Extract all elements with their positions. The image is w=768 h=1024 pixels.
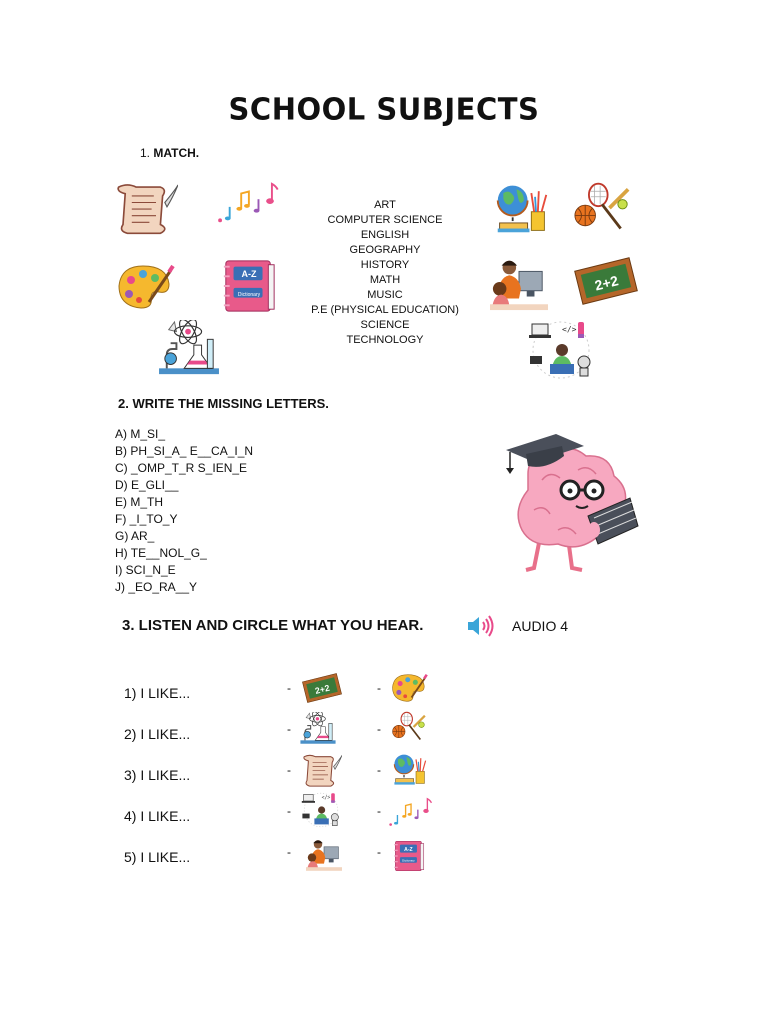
section-1-heading [140, 146, 199, 160]
listen-row-label: 5) I LIKE... [124, 849, 191, 865]
chalkboard-label: 2+2 [313, 682, 331, 696]
scroll-icon[interactable] [300, 752, 342, 788]
missing-item: E) M_TH [115, 495, 163, 509]
dictionary-sublabel: Dictionary [402, 858, 415, 863]
globe-icon [494, 180, 550, 236]
subject-word: MATH [369, 274, 401, 286]
subject-word: HISTORY [360, 259, 410, 271]
listen-row-label: 4) I LIKE... [124, 808, 191, 824]
option-dash: - [287, 681, 291, 695]
scroll-icon [112, 180, 178, 236]
listen-row-label: 1) I LIKE... [124, 685, 191, 701]
option-dash: - [377, 845, 381, 859]
missing-item: B) PH_SI_A_ E__CA_I_N [115, 444, 254, 458]
option-dash: - [287, 722, 291, 736]
missing-letters-list [115, 426, 253, 596]
subject-word: ENGLISH [360, 229, 410, 241]
chalkboard-label: 2+2 [593, 272, 620, 294]
section-3-heading: 3. LISTEN AND CIRCLE WHAT YOU HEAR. [122, 617, 424, 634]
music-notes-icon [210, 180, 282, 228]
dictionary-icon[interactable] [392, 838, 426, 874]
subject-word: GEOGRAPHY [349, 244, 421, 256]
subject-word: SCIENCE [360, 319, 410, 331]
subject-word: COMPUTER SCIENCE [327, 214, 443, 226]
sports-icon [574, 180, 630, 236]
subject-word: P.E (PHYSICAL EDUCATION) [311, 304, 459, 316]
option-dash: - [287, 845, 291, 859]
subject-word-list [290, 198, 480, 348]
option-dash: - [377, 722, 381, 736]
missing-item: F) _I_TO_Y [115, 512, 178, 526]
dictionary-label: A-Z [241, 269, 257, 279]
option-dash: - [287, 763, 291, 777]
science-lab-icon[interactable] [298, 712, 338, 746]
missing-item: I) SCI_N_E [115, 563, 176, 577]
missing-item: G) AR_ [115, 529, 155, 543]
speaker-icon[interactable] [466, 614, 496, 638]
section-1-number: 1. [140, 146, 151, 160]
palette-icon [114, 262, 176, 312]
option-dash: - [377, 763, 381, 777]
sports-icon[interactable] [392, 710, 426, 744]
missing-item: J) _EO_RA__Y [115, 580, 198, 594]
dictionary-icon [220, 256, 278, 316]
technology-icon [526, 320, 596, 380]
chalkboard-icon [574, 256, 638, 306]
section-2-heading: 2. WRITE THE MISSING LETTERS. [118, 396, 329, 411]
subject-word: ART [374, 199, 396, 211]
subject-word: TECHNOLOGY [346, 334, 424, 346]
option-dash: - [287, 804, 291, 818]
option-dash: - [377, 681, 381, 695]
listen-row-label: 3) I LIKE... [124, 767, 191, 783]
option-dash: - [377, 804, 381, 818]
missing-item: C) _OMP_T_R S_IEN_E [115, 461, 248, 475]
computer-student-icon[interactable] [306, 836, 342, 872]
missing-item: D) E_GLI__ [115, 478, 179, 492]
listen-row-label: 2) I LIKE... [124, 726, 191, 742]
dictionary-sublabel: Dictionary [237, 292, 261, 298]
missing-item: A) M_SI_ [115, 427, 166, 441]
music-notes-icon[interactable] [384, 796, 434, 830]
dictionary-label: A-Z [404, 846, 413, 853]
section-1-label: MATCH. [153, 146, 200, 160]
technology-icon[interactable] [300, 792, 342, 828]
science-lab-icon [154, 320, 224, 378]
subject-word: MUSIC [367, 289, 403, 301]
globe-icon[interactable] [392, 751, 428, 787]
chalkboard-icon[interactable] [302, 672, 342, 704]
computer-student-icon [490, 254, 548, 312]
palette-icon[interactable] [390, 672, 428, 704]
page-title: SCHOOL SUBJECTS [228, 91, 540, 127]
brain-graduate-icon [498, 430, 648, 574]
audio-label: AUDIO 4 [512, 618, 569, 634]
missing-item: H) TE__NOL_G_ [115, 546, 207, 560]
